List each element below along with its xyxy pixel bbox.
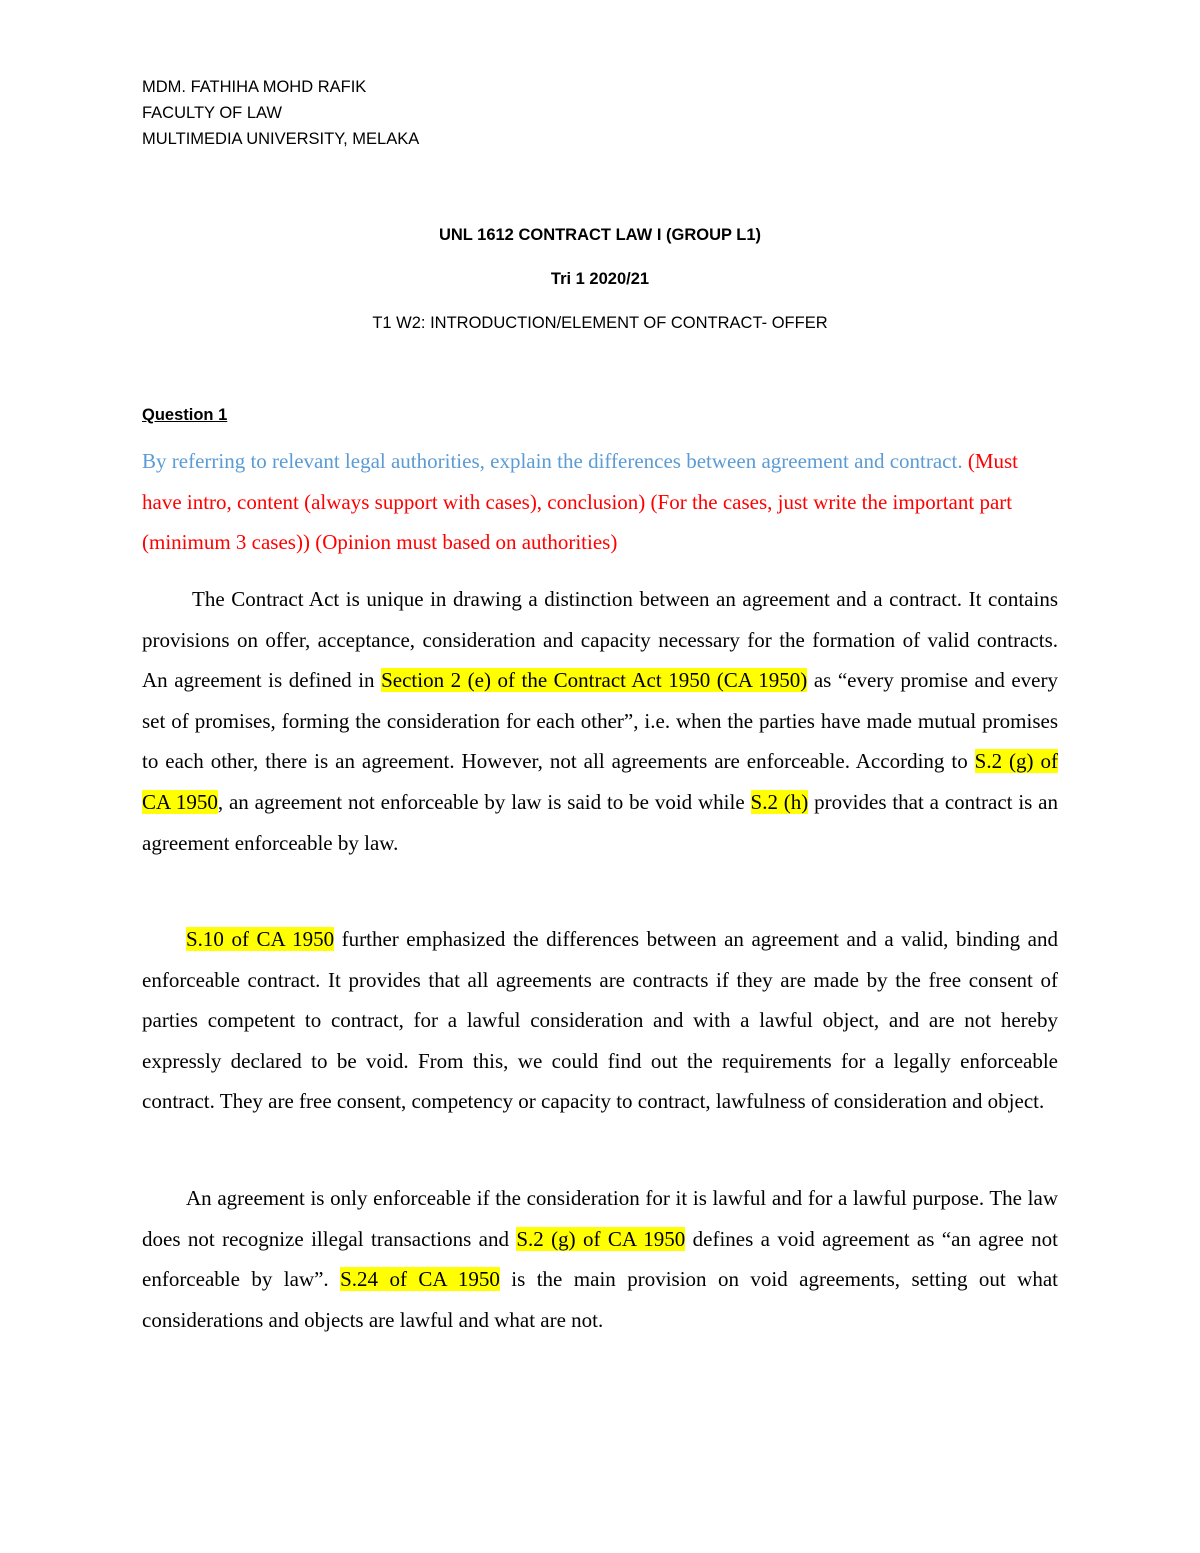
p2-highlight-s10: S.10 of CA 1950: [186, 927, 335, 951]
course-title: UNL 1612 CONTRACT LAW I (GROUP L1): [438, 226, 762, 244]
answer-paragraph-3: [142, 1178, 1058, 1340]
p1-text-3: , an agreement not enforceable by law is said to be void while: [217, 789, 751, 814]
p1-text-2: as “every promise and every set of promises, forming the consideration for each other”, i.e. when the parties have made mutual promises to each other, there is an agreement. However, not all agreements are enforceable. According to: [142, 668, 1058, 774]
university-name: MULTIMEDIA UNIVERSITY, MELAKA: [142, 130, 420, 148]
p1-text-4: provides that a contract is an agreement enforceable by law.: [142, 789, 1059, 855]
question-prompt: By referring to relevant legal authorities, explain the differences between agreement and contract.: [142, 449, 963, 473]
document-header: [142, 74, 419, 152]
question-text: [142, 441, 1062, 563]
p3-highlight-s24: S.24 of CA 1950: [340, 1267, 500, 1292]
p3-text-2: defines a void agreement as “an agree not enforceable by law”.: [142, 1226, 1058, 1292]
p1-text-1: The Contract Act is unique in drawing a distinction between an agreement and a contract. It contains provisions on offer, acceptance, consideration and capacity necessary for the formation of valid contracts. An agreement is defined in: [142, 587, 1058, 693]
p3-highlight-s2g: S.2 (g) of CA 1950: [516, 1226, 686, 1251]
term-label: Tri 1 2020/21: [550, 270, 650, 288]
answer-paragraph-2: [142, 919, 1058, 1122]
p1-highlight-s2g: S.2 (g) of CA 1950: [142, 749, 1058, 814]
answer-paragraph-1: [142, 579, 1058, 863]
question-instructions: (Must have intro, content (always support with cases), conclusion) (For the cases, just write the important part (minimum 3 cases)) (Opinion must based on authorities): [142, 449, 1019, 554]
p3-text-3: is the main provision on void agreements, setting out what considerations and objects are lawful and what are not.: [142, 1267, 1058, 1332]
lecturer-name: MDM. FATHIHA MOHD RAFIK: [142, 78, 367, 96]
p1-highlight-section-2e: Section 2 (e) of the Contract Act 1950 (CA 1950): [381, 668, 808, 693]
topic-title: T1 W2: INTRODUCTION/ELEMENT OF CONTRACT- OFFER: [372, 314, 828, 332]
p3-text-1: An agreement is only enforceable if the consideration for it is lawful and for a lawful purpose. The law does not recognize illegal transactions and: [142, 1186, 1058, 1251]
question-heading: Question 1: [142, 406, 228, 424]
p2-text-1: further emphasized the differences between an agreement and a valid, binding and enforceable contract. It provides that all agreements are contracts if they are made by the free consent of parties competent to contract, for a lawful consideration and with a lawful object, and are not hereby expressly declared to be void. From this, we could find out the requirements for a legally enforceable contract. They are free consent, competency or capacity to contract, lawfulness of consideration and object.: [142, 927, 1059, 1114]
p1-highlight-s2h: S.2 (h): [750, 789, 809, 814]
faculty-name: FACULTY OF LAW: [142, 104, 282, 122]
